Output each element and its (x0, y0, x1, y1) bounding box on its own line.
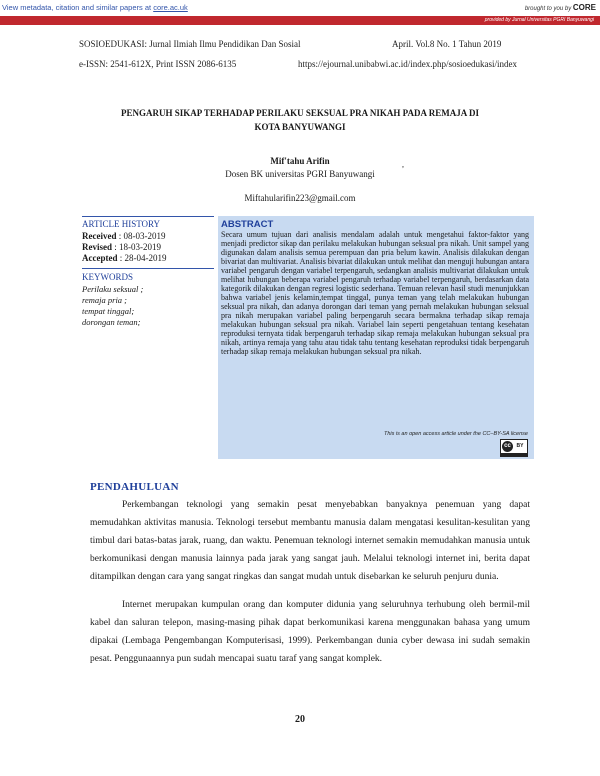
author-name: Mif'tahu Arifin (270, 156, 330, 166)
keywords-heading: KEYWORDS (82, 272, 133, 282)
cc-by-sa-icon[interactable] (500, 439, 528, 457)
provider-bar (0, 16, 600, 25)
divider (82, 268, 214, 269)
journal-url[interactable]: https://ejournal.unibabwi.ac.id/index.php/sosioedukasi/index (298, 59, 517, 69)
accepted-row: Accepted : 28-04-2019 (82, 253, 167, 263)
abstract-panel (218, 216, 534, 459)
metadata-link-text: View metadata, citation and similar papers at core.ac.uk (2, 3, 188, 12)
divider (82, 216, 214, 217)
keyword: Perilaku seksual ; (82, 284, 144, 294)
provider-text: provided by Jurnal Universitas PGRI Banyuwangi (484, 17, 594, 23)
license-note: This is an open access article under the CC–BY-SA license (384, 431, 528, 437)
article-info-box (82, 216, 534, 459)
title-line-1: PENGARUH SIKAP TERHADAP PERILAKU SEKSUAL PRA NIKAH PADA REMAJA DI (121, 108, 479, 118)
revised-row: Revised : 18-03-2019 (82, 242, 161, 252)
section-heading: PENDAHULUAN (90, 481, 179, 493)
title-line-2: KOTA BANYUWANGI (254, 122, 346, 132)
brought-by: brought to you by CORE (524, 3, 596, 12)
keywords-list (82, 284, 143, 328)
abstract-text: Secara umum tujuan dari analisis mendalam adalah untuk mengetahui faktor-faktor yang menjadi predictor sikap dan perilaku melakukan hubungan seksual pra nikah. Unit sampel yang digunakan dalam analisis semua perempuan dan pria belum kawin. Analisis dilakukan dengan bivariat dan multivariat. Analisis bivariat dilakukan untuk melihat dan menguji hubungan antara variabel pengaruh dengan variabel terpengaruh, sedangkan analisis multivariat dilakukan untuk melihat hubungan beberapa variabel pengaruh terhadap variabel terpengaruh, berdasarkan data kategorik dilakukan dengan regresi logistic sederhana. Temuan relevan hasil studi menunjukkan bahwa variabel jenis kelamin,tempat tinggal, punya teman yang telah melakukan hubungan seksual pra nikah, dan adanya dorongan dari teman yang pernah melakukan hubungan seksual pra nikah merupakan variabel paling berpengaruh secara bermakna terhadap sikap remaja melakukan hubungan seksual pra nikah. Variabel lain seperti pengetahuan tentang kesehatan reproduksi ternyata tidak berpengaruh terhadap sikap remaja melakukan hubungan seksual pra nikah, artinya remaja yang tahu atau tidak tahu tentang kesehatan reproduksi tidak berpengaruh terhadap sikap remaja melakukan hubungan seksual pra nikah. (221, 230, 529, 356)
cc-icon: cc (502, 441, 513, 452)
badge-strip (501, 453, 527, 456)
keyword: dorongan teman; (82, 317, 141, 327)
paragraph-1: Perkembangan teknologi yang semakin pesat menyebabkan banyaknya penemuan yang dapat memudahkan aktivitas manusia. Teknologi tersebut membantu manusia dalam mengatasi kesulitan-kesulitan yang timbul dari batas-batas jarak, ruang, dan waktu. Penemuan teknologi internet semakin memudahkan manusia untuk berkomunikasi dengan manusia lainnya pada jarak yang sangat jauh. Melalui teknologi internet ini, berita dapat ditampilkan dengan cara yang sangat ringkas dan sangat mudah untuk disebarkan ke seluruh penjuru dunia. (90, 500, 530, 582)
article-history-column (82, 216, 214, 459)
paragraph-2: Internet merupakan kumpulan orang dan komputer didunia yang seluruhnya terhubung oleh bermil-mil kabel dan saluran telepon, masing-masing pihak dapat berkomunikasi karena menggunakan bahasa yang umum dipakai (Lembaga Pengembangan Komputerisasi, 1999). Perkembangan dunia cyber dewasa ini sudah semakin pesat. Penggunaannya pun sudah mencapai suatu taraf yang sangat komplek. (90, 600, 530, 664)
author-affiliation: Dosen BK universitas PGRI Banyuwangi (225, 169, 375, 179)
article-title (100, 106, 500, 134)
received-row: Received : 08-03-2019 (82, 231, 166, 241)
core-logo[interactable]: CORE (572, 3, 596, 12)
core-link[interactable]: core.ac.uk (153, 3, 188, 12)
abstract-heading: ABSTRACT (221, 219, 274, 230)
history-heading: ARTICLE HISTORY (82, 219, 161, 229)
by-icon: BY (516, 443, 524, 449)
journal-name: SOSIOEDUKASI: Jurnal Ilmiah Ilmu Pendidikan Dan Sosial (79, 39, 301, 49)
issn: e-ISSN: 2541-612X, Print ISSN 2086-6135 (79, 59, 237, 69)
page-number: 20 (295, 714, 305, 725)
author-email[interactable]: Miftahularifin223@gmail.com (244, 193, 356, 203)
keyword: tempat tinggal; (82, 306, 135, 316)
journal-issue: April. Vol.8 No. 1 Tahun 2019 (392, 39, 502, 49)
keyword: remaja pria ; (82, 295, 128, 305)
author-comma: , (402, 160, 404, 169)
